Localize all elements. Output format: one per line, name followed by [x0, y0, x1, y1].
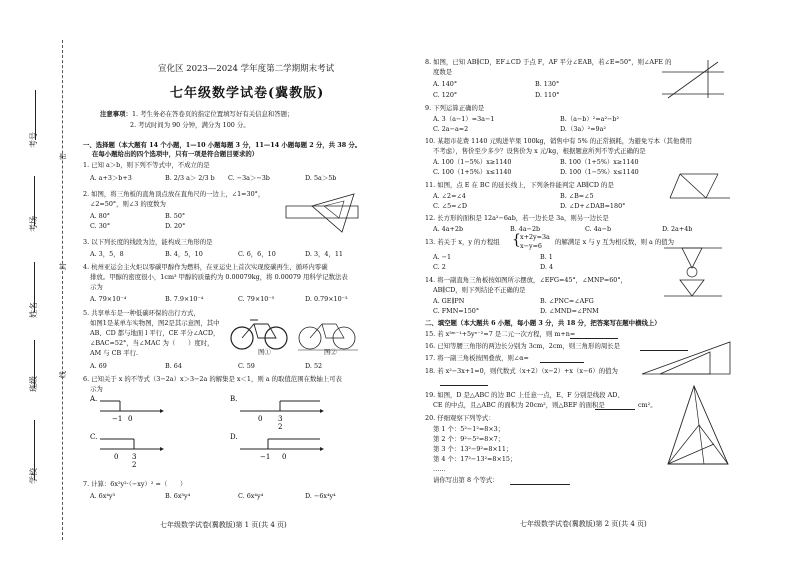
q9-opt-b: B.（a−b）²=a²−b²: [560, 115, 620, 123]
q20-dots: ……: [433, 465, 446, 473]
fig1-label: 图①: [258, 348, 271, 356]
q15-answer-blank[interactable]: [570, 338, 618, 339]
exam-subtitle: 宣化区 2023—2024 学年度第二学期期末考试: [158, 64, 335, 74]
q4-opt-c: C. 79×10⁻⁵: [238, 295, 275, 303]
svg-text:A.: A.: [90, 395, 98, 403]
q19-stem-b: CE 的中点，且△ABC 的面积为 20cm²，则△BEF 的面积是: [433, 401, 605, 409]
q8-stem-a: 8. 如图，已知 AB∥CD，EF⊥CD 于点 F，AF 平分∠EAB，若∠E=50°，则∠AFE 的: [425, 58, 672, 66]
exam-title: 七年级数学试卷(冀教版): [170, 86, 325, 101]
q5-bike-figures: [228, 310, 358, 358]
kaochang-line: [34, 176, 35, 226]
q10-opt-d: D. 100（1−5%）x≤1140: [560, 168, 639, 176]
q9-stem: 9. 下列运算正确的是: [425, 104, 485, 112]
q19-stem-a: 19. 如图，D 是△ABC 的边 BC 上任意一点，E、F 分别是线段 AD、: [425, 391, 624, 399]
svg-text:2: 2: [278, 423, 283, 431]
svg-text:0: 0: [282, 453, 287, 461]
section1-title-b: 在每小题给出的四个选项中，只有一项是符合题目要求的）: [92, 150, 259, 158]
xingming-line: [34, 262, 35, 312]
q12-opt-b: B. 4a−2b: [510, 225, 541, 233]
q6-stem-a: 6. 已知关于 x 的不等式（3−2a）x＞3−2a 的解集是 x＜1，则 a 的取值范围在数轴上可表: [83, 375, 342, 383]
q8-figure: [660, 58, 726, 102]
q8-opt-d: D. 110°: [535, 91, 560, 99]
q14-opt-b: B. ∠PNC=∠AFG: [540, 297, 594, 305]
q4-opt-a: A. 79×10⁻⁴: [90, 295, 127, 303]
q12-stem: 12. 长方形的面积是 12a²−6ab，若一边长是 3a，则另一边长是: [425, 214, 609, 222]
q4-opt-b: B. 7.9×10⁻⁴: [165, 295, 204, 303]
note-2: 2. 考试时间为 90 分钟，满分为 100 分。: [130, 121, 250, 129]
note-1: 1. 考生务必在答卷页的指定位置填写好有关信息和答题；: [131, 110, 294, 118]
q19-unit: cm²。: [638, 401, 657, 409]
q1-stem: 1. 已知 a＞b，则下列不等式中，不成立的是: [83, 161, 210, 169]
q7-stem: 7. 计算：6x²y²·（−xy）² =（ ）: [83, 480, 187, 488]
svg-text:−1: −1: [260, 453, 271, 461]
svg-text:−1: −1: [112, 415, 123, 423]
q13-opt-d: D. 4: [540, 263, 554, 271]
q2-opt-b: B. 50°: [165, 212, 186, 220]
q16-stem: 16. 已知等腰三角形的两边长分别为 3cm，2cm，则三角形的周长是: [425, 342, 621, 350]
q10-opt-a: A. 100（1−5%）x≥1140: [433, 158, 512, 166]
q9-opt-a: A. 3（a−1）=3a−1: [433, 115, 495, 123]
svg-text:D.: D.: [230, 433, 238, 441]
svg-text:3: 3: [278, 415, 283, 423]
q14-stem-b: AB∥CD，则下列结论不正确的是: [433, 286, 526, 294]
q10-stem-b: 不考虑），售价至少多少？设售价为 x 元/kg，根据题意所列不等式正确的是: [433, 147, 646, 155]
q14-stem-a: 14. 将一副直角三角板按如图所示摆放，∠EFG=45°，∠MNP=60°，: [425, 276, 627, 284]
q4-stem-b: 排放。甲醇的密度很小，1cm³ 甲醇的质量约为 0.00079kg，将 0.00079 用科学记数法表: [90, 273, 348, 281]
svg-text:3: 3: [132, 453, 137, 461]
q2-opt-d: D. 20°: [165, 222, 186, 230]
q4-opt-d: D. 0.79×10⁻³: [305, 295, 348, 303]
q14-opt-d: D. ∠MND=∠PNM: [540, 307, 599, 315]
q13-brace: {: [512, 232, 521, 248]
q8-stem-b: 度数是: [433, 68, 453, 76]
q19-figure: [666, 384, 730, 468]
q8-opt-a: A. 140°: [433, 80, 458, 88]
q1-opt-a: A. a+3＞b+3: [90, 174, 132, 182]
q13-stem-b: 的解满足 x 与 y 互为相反数，则 a 的值为: [555, 238, 675, 246]
q11-figure: [668, 170, 732, 204]
q17-figure: [640, 340, 732, 376]
fig2-label: 图②: [324, 348, 337, 356]
q2-figure: [282, 192, 362, 236]
q1-opt-c: C. −3a＞−3b: [228, 174, 270, 182]
q10-opt-b: B. 100（1+5%）x≥1140: [560, 158, 639, 166]
svg-text:C.: C.: [90, 433, 98, 441]
q3-stem: 3. 以下列长度的线段为边，能构成三角形的是: [83, 238, 213, 246]
q18-answer-blank[interactable]: [440, 385, 488, 386]
q2-opt-a: A. 80°: [90, 212, 111, 220]
q7-opt-a: A. 6x⁴y³: [90, 492, 116, 500]
q11-stem: 11. 如图，点 E 在 BC 的延长线上，下列条件能判定 AB∥CD 的是: [425, 181, 614, 189]
q5-stem-a: 5. 共享单车是一种低碳环保的出行方式，: [83, 309, 200, 317]
q6-number-lines: [90, 395, 350, 475]
q2-opt-c: C. 30°: [90, 222, 111, 230]
q11-opt-d: D. ∠D+∠DAB=180°: [560, 202, 626, 210]
q15-stem: 15. 若 x³ᵐ⁻¹+5yⁿ⁻²=7 是二元一次方程，则 m+n=: [425, 330, 576, 338]
q8-opt-c: C. 120°: [433, 91, 458, 99]
svg-text:0: 0: [128, 415, 133, 423]
q14-opt-c: C. FMN=150°: [433, 307, 480, 315]
q8-opt-b: B. 130°: [535, 80, 560, 88]
notes-line1: [100, 110, 293, 118]
q11-opt-c: C. ∠5=∠D: [433, 202, 467, 210]
q2-stem-b: ∠2=50°，则∠3 的度数为: [90, 200, 166, 208]
q9-opt-d: D.（3a）²=9a²: [560, 125, 606, 133]
q1-opt-d: D. 5a＞5b: [305, 174, 337, 182]
q5-stem-e: AM 与 CB 平行.: [90, 349, 139, 357]
seal-line: [62, 40, 63, 540]
q4-stem-c: 示为: [90, 283, 103, 291]
label-kaohao: 考号: [29, 132, 38, 148]
right-footer: 七年级数学试卷(冀教版)第 2 页(共 4 页): [520, 520, 647, 528]
q5-opt-a: A. 69: [90, 362, 107, 370]
q9-opt-c: C. 2a−a=2: [433, 125, 469, 133]
q11-opt-a: A. ∠2=∠4: [433, 192, 466, 200]
section2-title: 二、填空题（本大题共 6 小题，每小题 3 分，共 18 分，把答案写在题中横线上）: [425, 319, 661, 327]
q17-answer-blank[interactable]: [540, 362, 584, 363]
label-xingming: 姓名: [29, 302, 38, 318]
q17-stem: 17. 将一副三角板按图叠放，则∠α=: [425, 354, 529, 362]
q2-stem-a: 2. 如图，将三角板的直角顶点放在直角尺的一边上，∠1=30°，: [83, 190, 265, 198]
q12-opt-c: C. 4a−b: [585, 225, 612, 233]
xuexiao-line: [34, 420, 35, 480]
q14-opt-a: A. GE∥PN: [433, 297, 465, 305]
notes-label: 注意事项：: [100, 110, 132, 118]
q13-stem-a: 13. 若关于 x，y 的方程组: [425, 238, 500, 246]
q12-opt-a: A. 4a+2b: [433, 225, 464, 233]
q13-eq2: x−y=6: [520, 242, 542, 250]
q5-opt-d: D. 52: [305, 362, 323, 370]
kaohao-line: [35, 90, 36, 140]
q20-line-2: 第 2 个：9²−5²=8×7；: [433, 435, 505, 443]
svg-text:B.: B.: [230, 395, 238, 403]
q13-opt-c: C. 2: [433, 263, 446, 271]
q3-opt-d: D. 3，4，11: [305, 250, 344, 258]
q13-opt-b: B. 1: [540, 253, 553, 261]
left-footer: 七年级数学试卷(冀教版)第 1 页(共 4 页): [160, 521, 287, 529]
q7-opt-d: D. −6x⁴y⁴: [305, 492, 336, 500]
q7-opt-c: C. 6x⁴y⁴: [238, 492, 264, 500]
q20-line-1: 第 1 个：5²−1²=8×3；: [433, 425, 505, 433]
q10-opt-c: C. 100（1+5%）x≤1140: [433, 168, 512, 176]
q5-stem-c: AB、CD 都与地面 l 平行，CE 平分∠ACD，: [90, 329, 220, 337]
q5-opt-c: C. 59: [238, 362, 255, 370]
label-xuexiao: 学校: [29, 468, 38, 484]
q19-answer-blank[interactable]: [595, 409, 635, 410]
q12-opt-d: D. 2a+4b: [662, 225, 693, 233]
q20-ask: 请你写出第 8 个等式：: [433, 476, 499, 484]
q20-line-3: 第 3 个：13²−9²=8×11；: [433, 445, 513, 453]
q10-stem-a: 10. 某超市花费 1140 元购进苹果 100kg，销售中有 5% 的正常损耗，为避免亏本（其他费用: [425, 137, 693, 145]
feng-char: 封: [59, 263, 67, 270]
mi-char: 密: [59, 153, 67, 160]
q20-stem: 20. 仔细观察下列等式：: [425, 414, 495, 422]
q7-opt-b: B. 6x³y⁴: [165, 492, 191, 500]
label-kaochang: 考场: [29, 216, 38, 232]
q13-eq1: x+2y=3a: [520, 233, 550, 241]
q20-line-4: 第 4 个：17²−13²=8×15；: [433, 455, 517, 463]
q5-opt-b: B. 64: [165, 362, 182, 370]
section1-title: 一、选择题（本大题有 14 个小题，1—10 小题每题 3 分，11—14 小题每题 2 分，共 38 分。: [83, 141, 362, 149]
q3-opt-a: A. 3，5，8: [90, 250, 124, 258]
q5-stem-b: 如图1是某单车实物图，图2是其示意图，其中: [90, 319, 220, 327]
label-banji: 班级: [29, 376, 38, 392]
banji-line: [34, 340, 35, 388]
svg-text:2: 2: [132, 461, 137, 469]
q5-stem-d: ∠BAC=52°，当∠MAC 为（ ）度时，: [90, 339, 214, 347]
q1-opt-b: B. 2/3 a＞ 2/3 b: [165, 174, 215, 182]
q14-figure: [662, 240, 724, 302]
svg-text:0: 0: [114, 453, 119, 461]
q18-stem: 18. 若 x²−3x+1=0，则代数式（x+2）（x−2）+x（x−6）的值为: [425, 367, 618, 375]
svg-text:0: 0: [258, 415, 263, 423]
q13-opt-a: A. −1: [433, 253, 452, 261]
q3-opt-b: B. 4，5，10: [165, 250, 203, 258]
q4-stem-a: 4. 杭州亚运会主火炬以零碳甲醇作为燃料，在亚运史上首次实现废碳再生、循环内零碳: [83, 263, 328, 271]
q20-answer-blank[interactable]: [510, 484, 570, 485]
xian-char: 线: [59, 371, 67, 378]
q11-opt-b: B. ∠B=∠5: [560, 192, 594, 200]
q6-stem-b: 示为: [90, 385, 103, 393]
q3-opt-c: C. 6，6，10: [238, 250, 276, 258]
